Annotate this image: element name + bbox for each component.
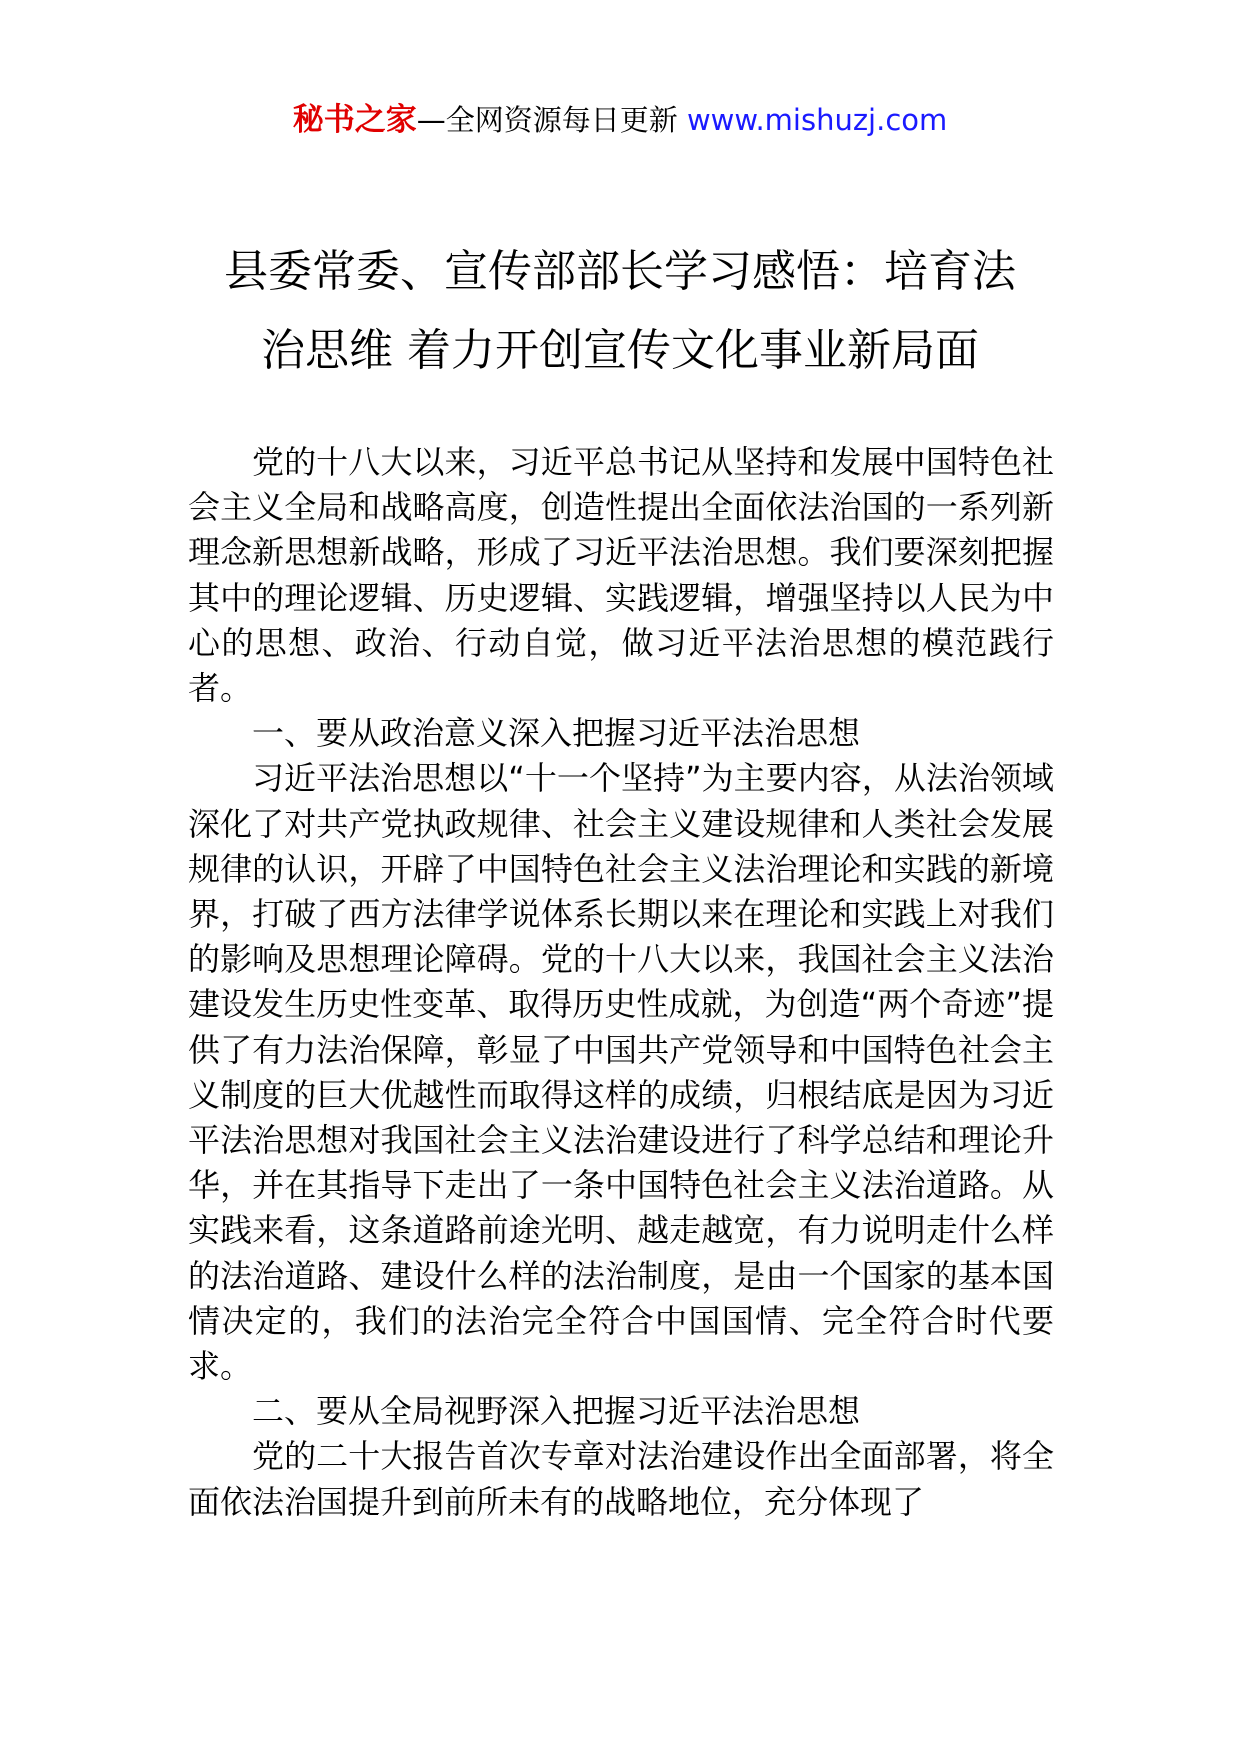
document-title — [150, 232, 1090, 390]
site-tagline: —全网资源每日更新 — [416, 103, 678, 137]
section-1-paragraph: 习近平法治思想以“十一个坚持”为主要内容，从法治领域深化了对共产党执政规律、社会主义建设规律和人类社会发展规律的认识，开辟了中国特色社会主义法治理论和实践的新境界，打破了西方法律学说体系长期以来在理论和实践上对我们的影响及思想理论障碍。党的十八大以来，我国社会主义法治建设发生历史性变革、取得历史性成就，为创造“两个奇迹”提供了有力法治保障，彰显了中国共产党领导和中国特色社会主义制度的巨大优越性而取得这样的成绩，归根结底是因为习近平法治思想对我国社会主义法治建设进行了科学总结和理论升华，并在其指导下走出了一条中国特色社会主义法治道路。从实践来看，这条道路前途光明、越走越宽，有力说明走什么样的法治道路、建设什么样的法治制度，是由一个国家的基本国情决定的，我们的法治完全符合中国国情、完全符合时代要求。 — [188, 759, 1054, 1386]
site-header — [0, 100, 1240, 140]
document-title-line-1: 县委常委、宣传部部长学习感悟：培育法 — [224, 246, 1016, 297]
section-heading-2: 二、要从全局视野深入把握习近平法治思想 — [252, 1392, 861, 1431]
section-heading-1: 一、要从政治意义深入把握习近平法治思想 — [252, 714, 861, 753]
site-brand: 秘书之家 — [292, 102, 417, 138]
site-url-link[interactable]: www.mishuzj.com — [686, 103, 948, 137]
document-title-line-2: 治思维 着力开创宣传文化事业新局面 — [261, 325, 979, 376]
section-2-paragraph: 党的二十大报告首次专章对法治建设作出全面部署，将全面依法治国提升到前所未有的战略地位，充分体现了 — [188, 1437, 1054, 1521]
intro-paragraph: 党的十八大以来，习近平总书记从坚持和发展中国特色社会主义全局和战略高度，创造性提出全面依法治国的一系列新理念新思想新战略，形成了习近平法治思想。我们要深刻把握其中的理论逻辑、历史逻辑、实践逻辑，增强坚持以人民为中心的思想、政治、行动自觉，做习近平法治思想的模范践行者。 — [188, 443, 1054, 708]
document-body — [188, 440, 1054, 1525]
